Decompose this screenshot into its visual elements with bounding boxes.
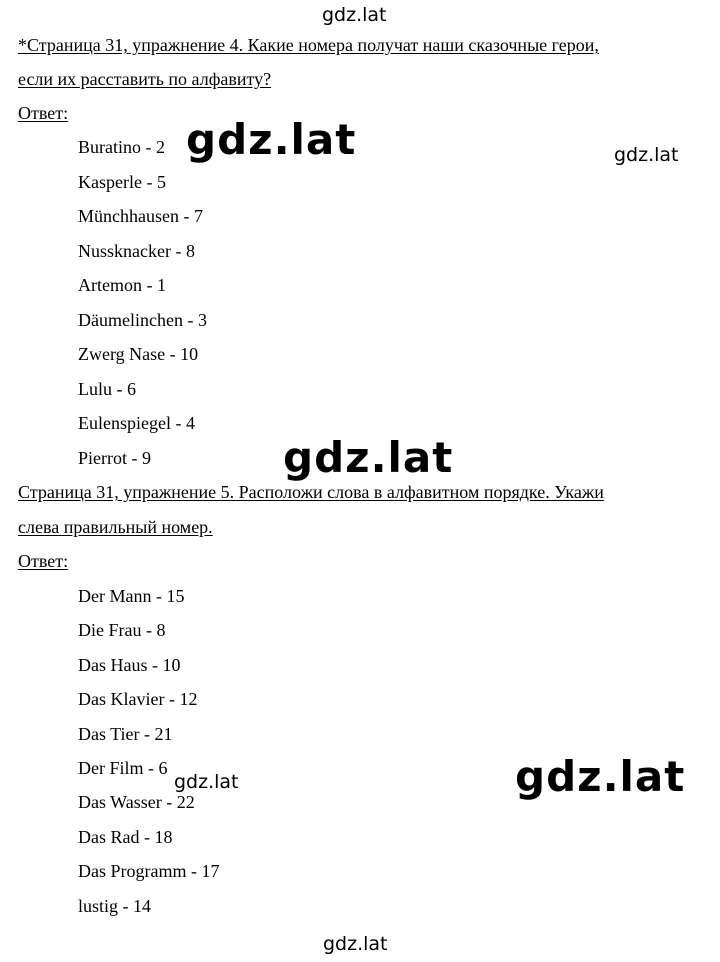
exercise5-list-item: Das Tier - 21	[78, 724, 173, 744]
exercise5-heading-line2: слева правильный номер.	[18, 517, 213, 537]
exercise5-list-item: lustig - 14	[78, 896, 152, 916]
exercise4-list-item: Däumelinchen - 3	[78, 310, 207, 330]
exercise4-list-item: Lulu - 6	[78, 379, 136, 399]
exercise4-list-item: Eulenspiegel - 4	[78, 413, 195, 433]
watermark-bottom: gdz.lat	[323, 933, 388, 955]
exercise5-list-item: Das Haus - 10	[78, 655, 181, 675]
exercise4-list-item: Buratino - 2	[78, 137, 165, 157]
exercise5-list-item: Das Klavier - 12	[78, 689, 198, 709]
exercise5-list-item: Das Wasser - 22	[78, 792, 195, 812]
exercise5-list-item: Der Mann - 15	[78, 586, 185, 606]
watermark-right-1: gdz.lat	[614, 144, 679, 166]
watermark-large-2: gdz.lat	[283, 433, 454, 482]
watermark-middle: gdz.lat	[174, 771, 239, 793]
exercise4-list-item: Münchhausen - 7	[78, 206, 203, 226]
exercise4-heading-line2: если их расставить по алфавиту?	[18, 69, 272, 89]
exercise5-heading-line1: Страница 31, упражнение 5. Расположи слова в алфавитном порядке. Укажи	[18, 482, 604, 502]
exercise4-list-item: Pierrot - 9	[78, 448, 151, 468]
exercise4-list-item: Artemon - 1	[78, 275, 166, 295]
exercise5-list-item: Das Programm - 17	[78, 861, 220, 881]
exercise5-list-item: Die Frau - 8	[78, 620, 166, 640]
exercise4-list-item: Zwerg Nase - 10	[78, 344, 199, 364]
exercise4-list-item: Kasperle - 5	[78, 172, 166, 192]
exercise4-heading-line1: *Страница 31, упражнение 4. Какие номера получат наши сказочные герои,	[18, 35, 599, 55]
exercise5-list-item: Das Rad - 18	[78, 827, 173, 847]
exercise5-answer-label: Ответ:	[18, 551, 69, 571]
exercise4-list-item: Nussknacker - 8	[78, 241, 195, 261]
watermark-large-3: gdz.lat	[515, 752, 686, 801]
watermark-large-1: gdz.lat	[186, 115, 357, 164]
exercise4-answer-label: Ответ:	[18, 103, 69, 123]
watermark-top: gdz.lat	[322, 4, 387, 26]
exercise5-list-item: Der Film - 6	[78, 758, 168, 778]
